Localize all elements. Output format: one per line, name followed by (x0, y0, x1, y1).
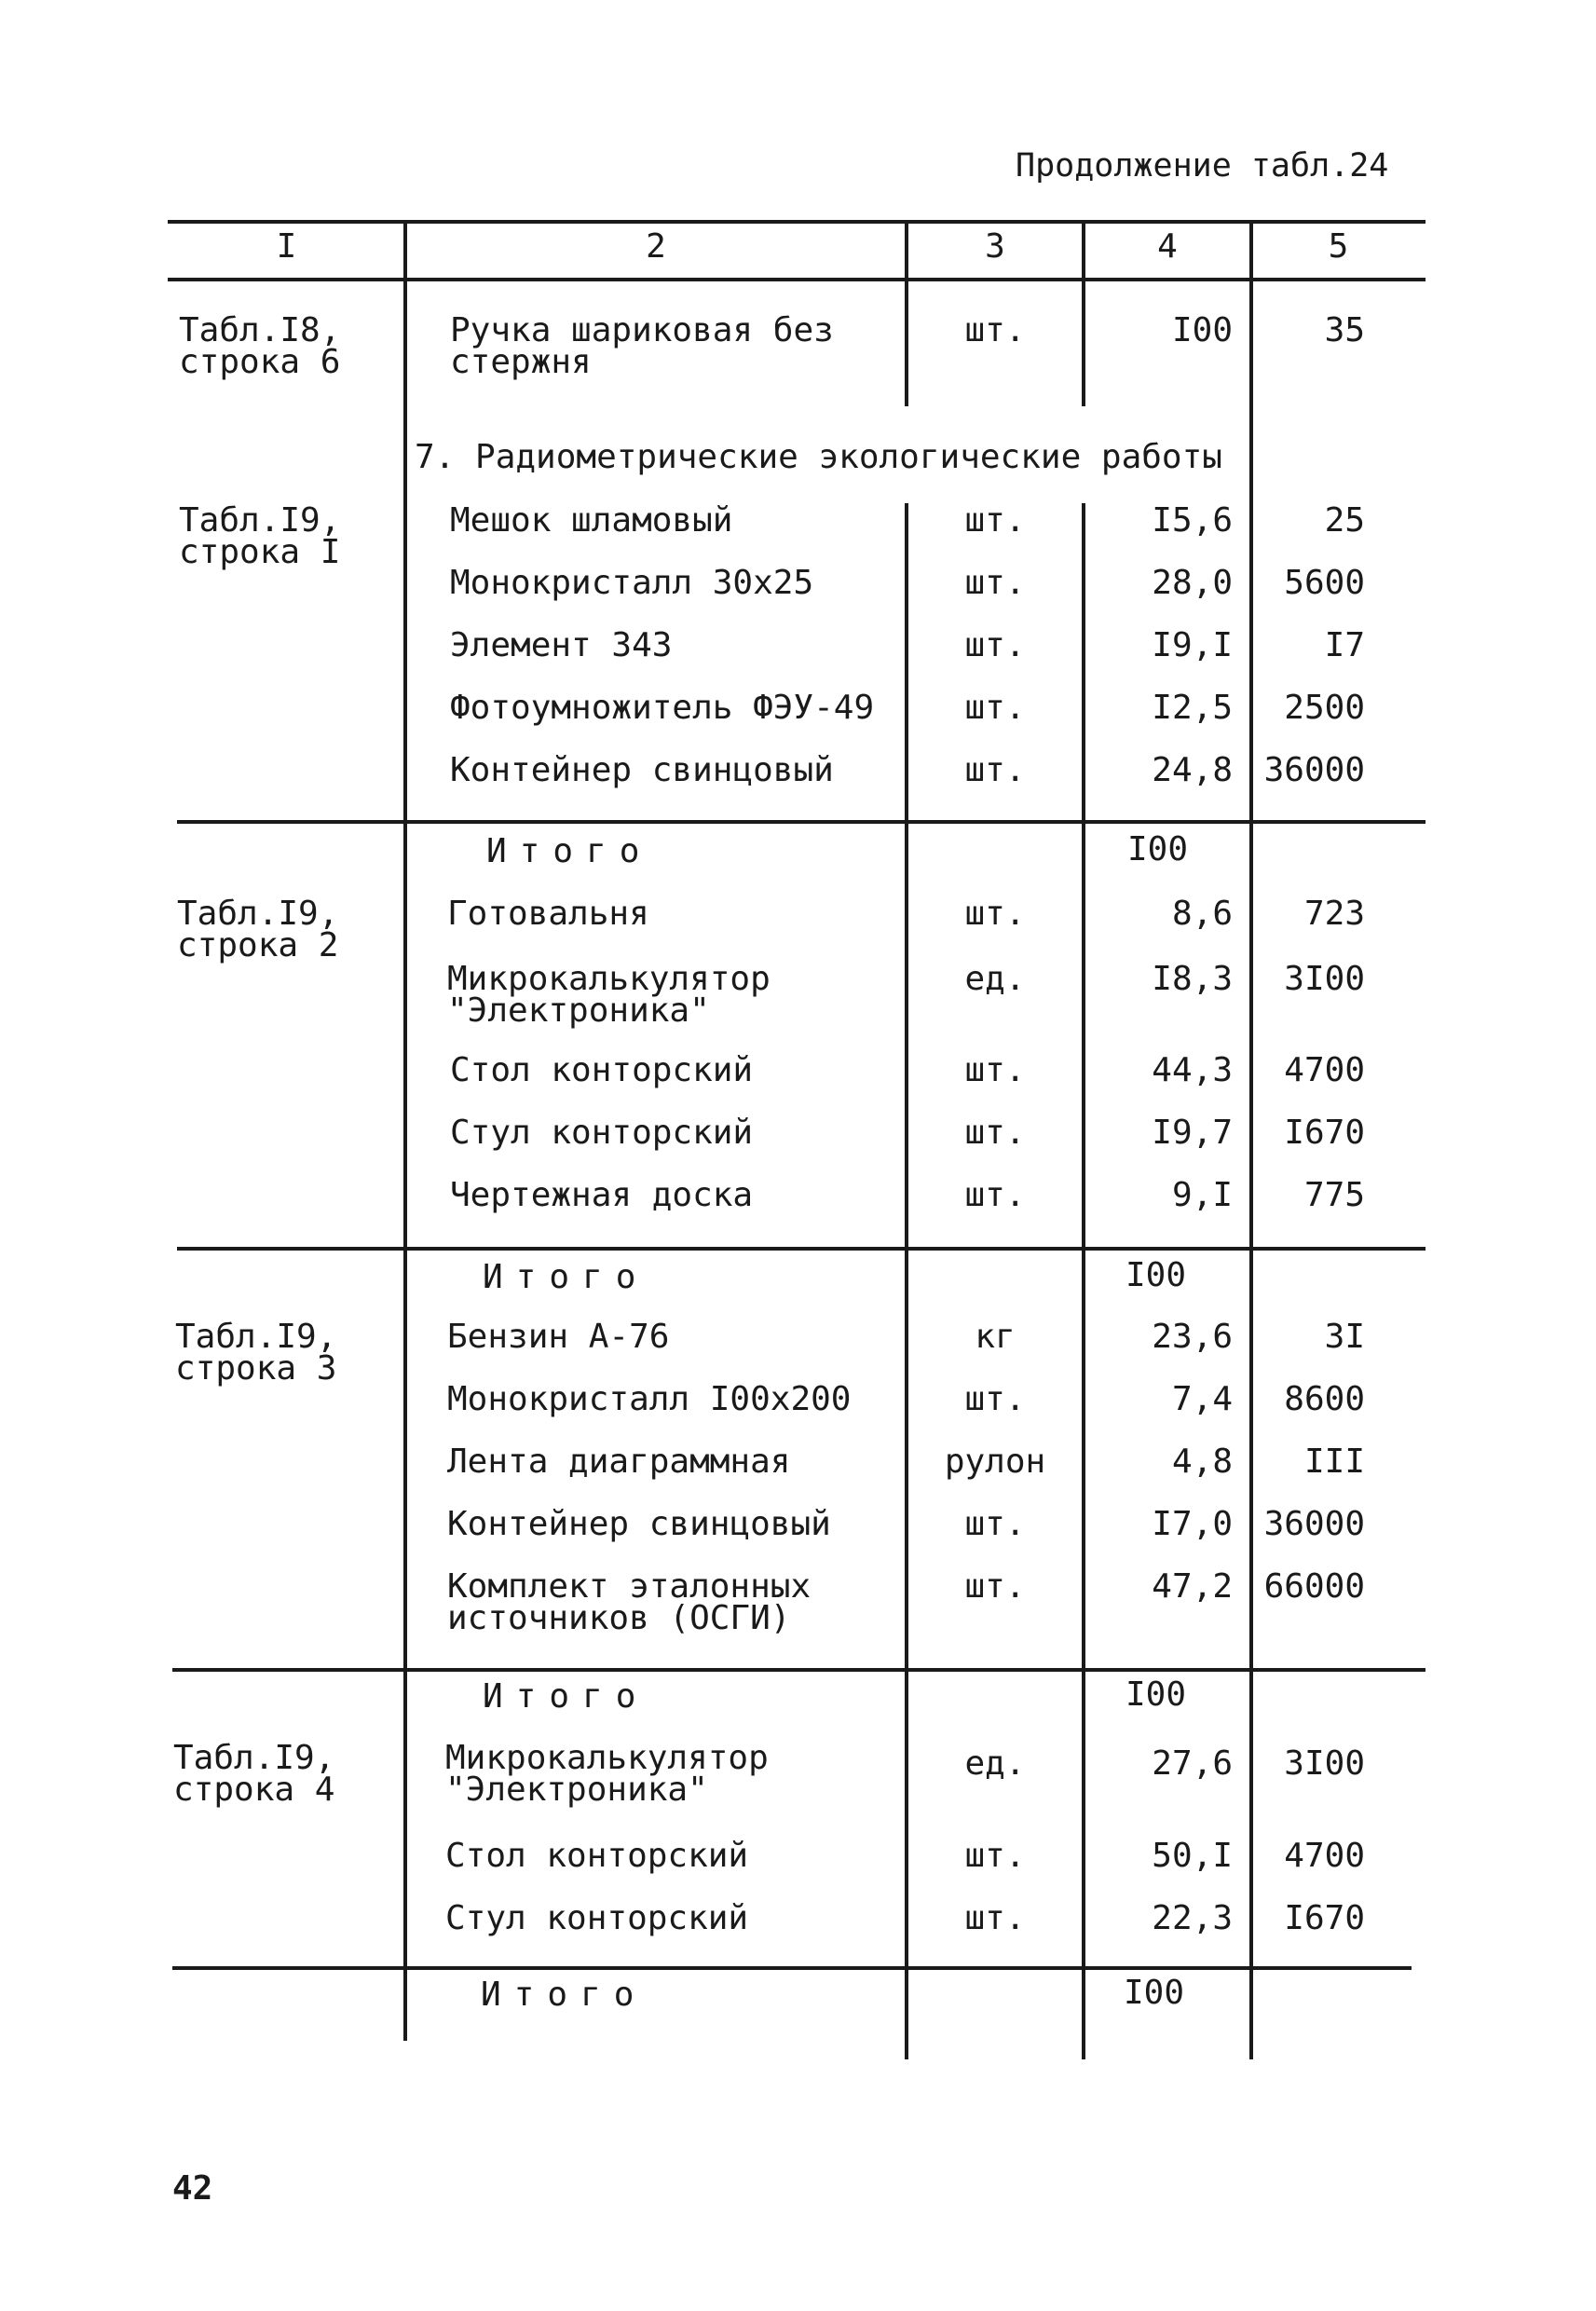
table-top-rule (168, 220, 1425, 224)
item-percent: 24,8 (1152, 751, 1233, 789)
item-price: 66000 (1263, 1567, 1365, 1606)
total-value: I00 (1125, 1675, 1187, 1714)
item-unit: шт. (964, 1176, 1026, 1214)
item-unit: шт. (964, 895, 1026, 933)
item-name: Мешок шламовый (450, 501, 733, 540)
item-price: 36000 (1263, 1505, 1365, 1543)
item-price: 4700 (1284, 1837, 1365, 1875)
item-name: Микрокалькулятор "Электроника" (445, 1739, 769, 1809)
column-rule-3-top (1082, 220, 1085, 406)
item-unit: шт. (964, 751, 1026, 789)
group-rule (177, 820, 1425, 824)
total-label: Итого (481, 1976, 648, 2014)
item-percent: I9,7 (1152, 1114, 1233, 1152)
table-header-rule (168, 278, 1425, 281)
group-rule (172, 1668, 1425, 1672)
total-label: Итого (486, 832, 653, 870)
item-unit: шт. (964, 501, 1026, 540)
item-price: 35 (1324, 311, 1365, 349)
item-price: I7 (1324, 626, 1365, 664)
item-price: 775 (1303, 1176, 1365, 1214)
item-price: 3I00 (1284, 960, 1365, 998)
item-name: Стол конторский (450, 1051, 754, 1089)
item-name: Бензин А-76 (447, 1318, 670, 1356)
item-price: 8600 (1284, 1380, 1365, 1418)
item-percent: I5,6 (1152, 501, 1233, 540)
total-value: I00 (1125, 1256, 1187, 1294)
item-percent: 9,I (1171, 1176, 1233, 1214)
item-percent: 50,I (1152, 1837, 1233, 1875)
group-rule (172, 1966, 1412, 1970)
item-name: Элемент 343 (450, 626, 673, 664)
column-rule-2 (905, 503, 908, 2059)
item-percent: 7,4 (1171, 1380, 1233, 1418)
item-price: 3I00 (1284, 1744, 1365, 1783)
item-name: Монокристалл 30х25 (450, 564, 814, 602)
item-name: Готовальня (447, 895, 649, 933)
item-percent: 44,3 (1152, 1051, 1233, 1089)
item-name: Фотоумножитель ФЭУ-49 (450, 689, 875, 727)
item-name: Ручка шариковая без стержня (450, 311, 834, 381)
source-reference: Табл.I8, строка 6 (179, 311, 341, 381)
total-label: Итого (483, 1677, 649, 1716)
column-header-5: 5 (1328, 227, 1349, 266)
item-percent: I9,I (1152, 626, 1233, 664)
item-unit: шт. (964, 1505, 1026, 1543)
total-value: I00 (1124, 1974, 1185, 2012)
group-rule (177, 1247, 1425, 1251)
item-percent: 8,6 (1171, 895, 1233, 933)
item-percent: 4,8 (1171, 1443, 1233, 1481)
item-unit: шт. (964, 564, 1026, 602)
item-unit: ед. (964, 960, 1026, 998)
item-unit: шт. (964, 689, 1026, 727)
item-unit: шт. (964, 1837, 1026, 1875)
item-percent: 22,3 (1152, 1899, 1233, 1937)
item-name: Чертежная доска (450, 1176, 754, 1214)
item-percent: I2,5 (1152, 689, 1233, 727)
item-percent: 27,6 (1152, 1744, 1233, 1783)
column-header-1: I (276, 227, 297, 266)
item-percent: 28,0 (1152, 564, 1233, 602)
item-percent: I7,0 (1152, 1505, 1233, 1543)
column-rule-2-top (905, 220, 908, 406)
item-name: Лента диаграммная (447, 1443, 791, 1481)
item-name: Стул конторский (445, 1899, 749, 1937)
total-value: I00 (1127, 830, 1189, 868)
item-price: 36000 (1263, 751, 1365, 789)
item-price: I670 (1284, 1114, 1365, 1152)
item-name: Контейнер свинцовый (447, 1505, 831, 1543)
item-name: Монокристалл I00х200 (447, 1380, 852, 1418)
item-unit: шт. (964, 626, 1026, 664)
source-reference: Табл.I9, строка 4 (173, 1739, 335, 1809)
total-label: Итого (483, 1258, 649, 1296)
item-price: 25 (1324, 501, 1365, 540)
item-price: 2500 (1284, 689, 1365, 727)
page-number: 42 (172, 2169, 213, 2208)
section-heading: 7. Радиометрические экологические работы (415, 438, 1222, 476)
item-unit: шт. (964, 311, 1026, 349)
item-price: III (1303, 1443, 1365, 1481)
item-unit: шт. (964, 1567, 1026, 1606)
item-price: 4700 (1284, 1051, 1365, 1089)
item-percent: 47,2 (1152, 1567, 1233, 1606)
source-reference: Табл.I9, строка I (179, 501, 341, 571)
item-price: 5600 (1284, 564, 1365, 602)
item-unit: шт. (964, 1051, 1026, 1089)
source-reference: Табл.I9, строка 2 (177, 895, 339, 964)
item-unit: шт. (964, 1899, 1026, 1937)
column-rule-3 (1082, 503, 1085, 2059)
item-unit: ед. (964, 1744, 1026, 1783)
column-header-3: 3 (985, 227, 1005, 266)
item-price: I670 (1284, 1899, 1365, 1937)
continuation-title: Продолжение табл.24 (1016, 147, 1389, 185)
item-name: Микрокалькулятор "Электроника" (447, 960, 771, 1030)
item-unit: шт. (964, 1114, 1026, 1152)
item-unit: рулон (944, 1443, 1046, 1481)
item-price: 3I (1324, 1318, 1365, 1356)
item-name: Стол конторский (445, 1837, 749, 1875)
item-unit: шт. (964, 1380, 1026, 1418)
item-unit: кг (975, 1318, 1016, 1356)
item-price: 723 (1303, 895, 1365, 933)
source-reference: Табл.I9, строка 3 (175, 1318, 337, 1388)
column-rule-1 (403, 220, 407, 2041)
item-percent: 23,6 (1152, 1318, 1233, 1356)
item-name: Стул конторский (450, 1114, 754, 1152)
item-name: Комплект эталонных источников (ОСГИ) (447, 1567, 812, 1637)
column-header-2: 2 (646, 227, 666, 266)
item-name: Контейнер свинцовый (450, 751, 834, 789)
column-header-4: 4 (1157, 227, 1178, 266)
item-percent: I00 (1171, 311, 1233, 349)
item-percent: I8,3 (1152, 960, 1233, 998)
